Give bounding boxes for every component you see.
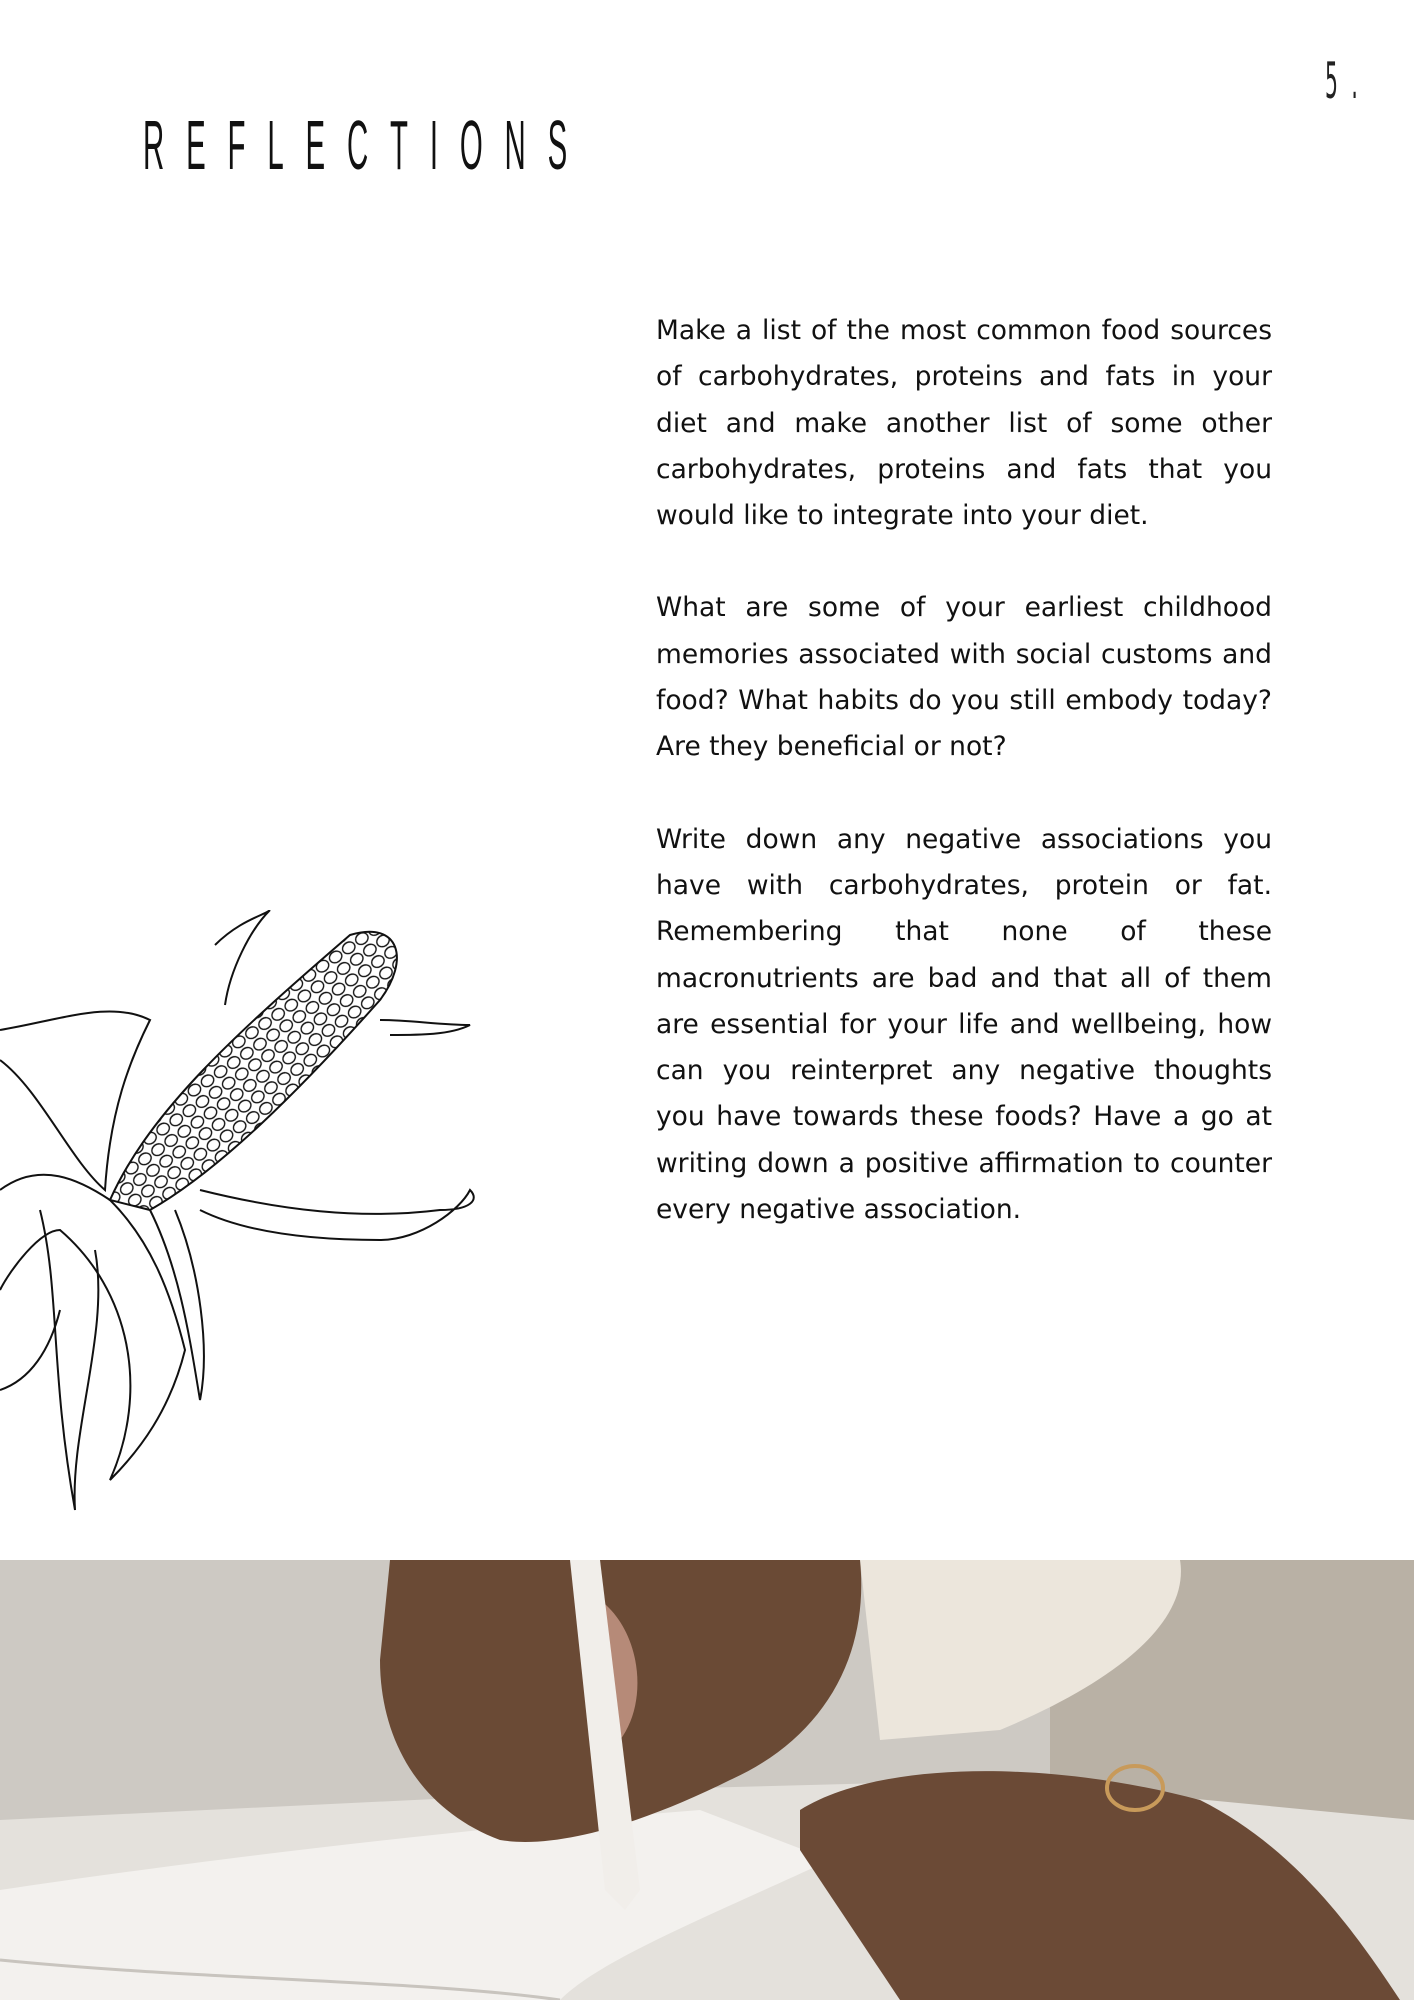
- prompt-2: What are some of your earliest childhood memories associated with social customs and food? What habits do you still embody today? Are they beneficial or not?: [656, 592, 1272, 763]
- reflection-prompts: [656, 308, 1272, 1279]
- photo-illustration: [0, 1560, 1414, 2000]
- writing-hands-photo: [0, 1560, 1414, 2000]
- corn-illustration: [0, 910, 490, 1520]
- page-title: REFLECTIONS: [143, 106, 590, 184]
- page-number: 5.: [1325, 52, 1372, 110]
- prompt-3: Write down any negative associations you have with carbohydrates, protein or fat. Remembering that none of these macronutrients are bad and that all of them are essential for your life and wellbeing, how can you reinterpret any negative thoughts you have towards these foods? Have a go at writing down a positive affirmation to counter every negative association.: [656, 823, 1272, 1226]
- prompt-1: Make a list of the most common food sources of carbohydrates, proteins and fats in your diet and make another list of some other carbohydrates, proteins and fats that you would like to integrate into your diet.: [656, 315, 1272, 532]
